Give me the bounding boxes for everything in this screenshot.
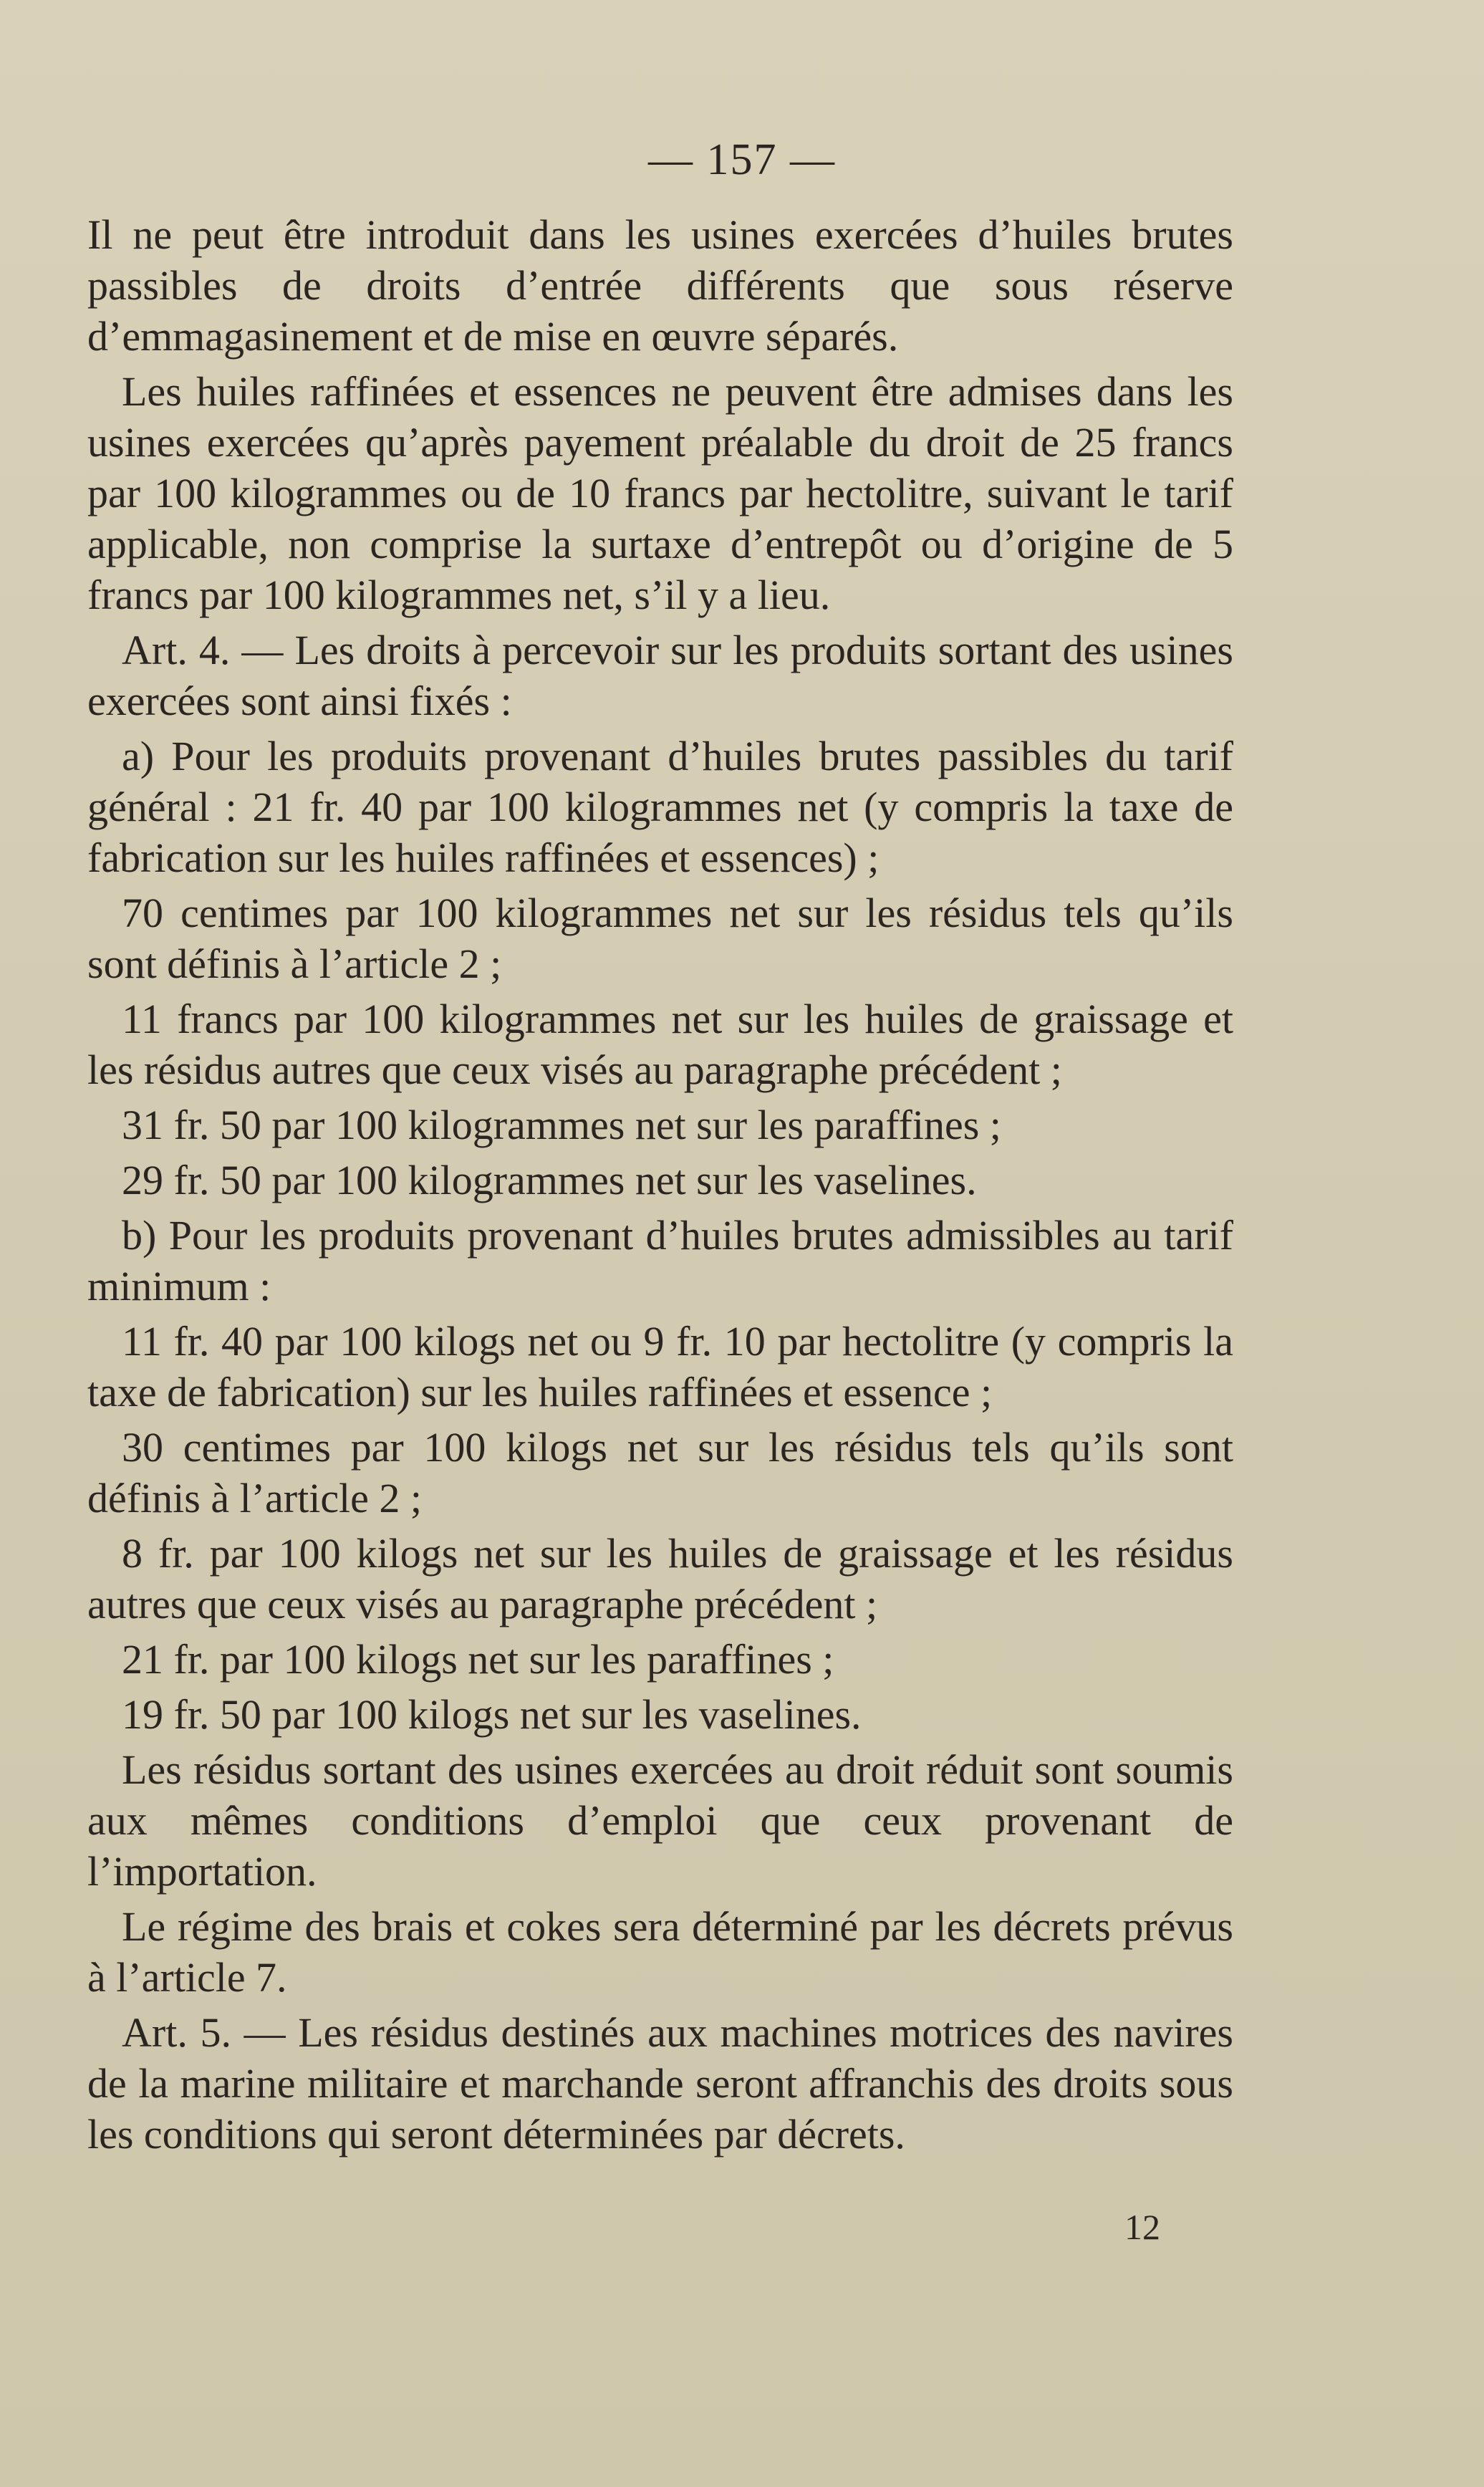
paragraph: b) Pour les produits provenant d’huiles brutes admissibles au tarif minimum : bbox=[87, 1212, 1233, 1309]
paragraph: 30 centimes par 100 kilogs net sur les résidus tels qu’ils sont définis à l’article 2 ; bbox=[87, 1424, 1233, 1521]
paragraph: a) Pour les produits provenant d’huiles brutes passibles du tarif général : 21 fr. 40 par 100 kilogrammes net (y compris la taxe de fabrication sur les huiles raffinées et essences) ; bbox=[87, 733, 1233, 881]
signature-mark: 12 bbox=[1124, 2207, 1160, 2247]
body-text bbox=[87, 209, 1233, 2160]
paragraph: Art. 5. — Les résidus destinés aux machines motrices des navires de la marine militaire et marchande seront affranchis des droits sous les conditions qui seront déterminées par décrets. bbox=[87, 2009, 1233, 2158]
paragraph: Le régime des brais et cokes sera déterminé par les décrets prévus à l’article 7. bbox=[87, 1903, 1233, 2001]
paragraph: 19 fr. 50 par 100 kilogs net sur les vaselines. bbox=[122, 1691, 862, 1738]
paragraph: Il ne peut être introduit dans les usines exercées d’huiles brutes passibles de droits d’entrée différents que sous réserve d’emmagasinement et de mise en œuvre séparés. bbox=[87, 211, 1233, 360]
paragraph: Les huiles raffinées et essences ne peuvent être admises dans les usines exercées qu’après payement préalable du droit de 25 francs par 100 kilogrammes ou de 10 francs par hectolitre, suivant le tarif applicable, non comprise la surtaxe d’entrepôt ou d’origine de 5 francs par 100 kilogrammes net, s’il y a lieu. bbox=[87, 368, 1233, 618]
paragraph: 31 fr. 50 par 100 kilogrammes net sur les paraffines ; bbox=[122, 1102, 1001, 1148]
paragraph: 21 fr. par 100 kilogs net sur les paraffines ; bbox=[122, 1636, 834, 1683]
paragraph: 70 centimes par 100 kilogrammes net sur les résidus tels qu’ils sont définis à l’article 2 ; bbox=[87, 890, 1233, 987]
paragraph: 29 fr. 50 par 100 kilogrammes net sur les vaselines. bbox=[122, 1157, 977, 1203]
paragraph: 11 fr. 40 par 100 kilogs net ou 9 fr. 10 par hectolitre (y compris la taxe de fabrication) sur les huiles raffinées et essence ; bbox=[87, 1318, 1233, 1415]
paragraph: Les résidus sortant des usines exercées au droit réduit sont soumis aux mêmes conditions d’emploi que ceux provenant de l’importation. bbox=[87, 1746, 1233, 1895]
page-number: — 157 — bbox=[648, 135, 836, 184]
paragraph: Art. 4. — Les droits à percevoir sur les produits sortant des usines exercées sont ainsi fixés : bbox=[87, 627, 1233, 724]
paragraph: 8 fr. par 100 kilogs net sur les huiles de graissage et les résidus autres que ceux visés au paragraphe précédent ; bbox=[87, 1530, 1233, 1627]
paragraph: 11 francs par 100 kilogrammes net sur les huiles de graissage et les résidus autres que ceux visés au paragraphe précédent ; bbox=[87, 996, 1233, 1093]
